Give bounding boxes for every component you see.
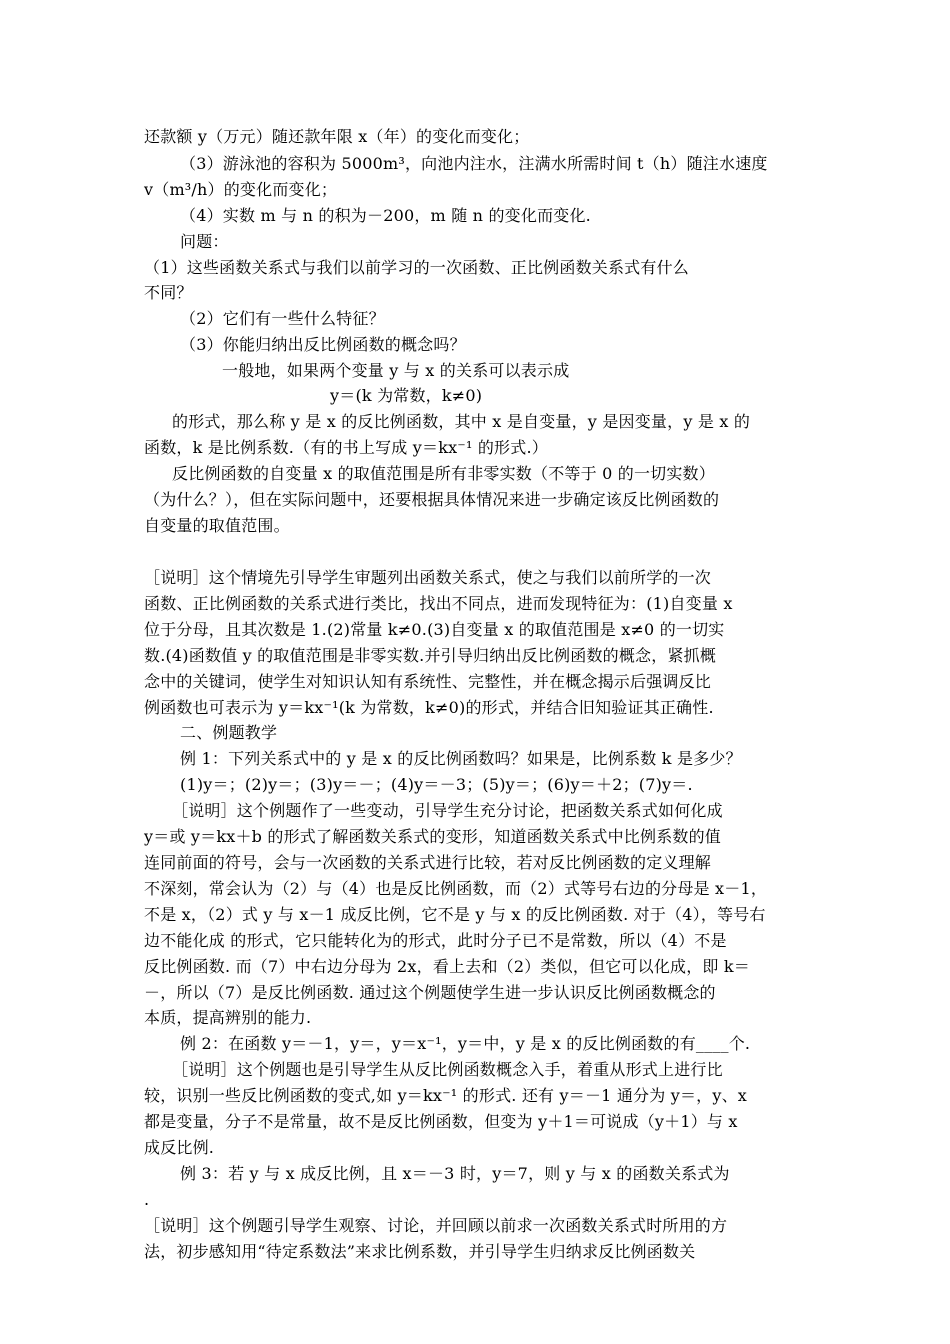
text-line: 函数，k 是比例系数.（有的书上写成 y＝kx⁻¹ 的形式.） xyxy=(144,438,548,457)
text-line: （2）它们有一些什么特征？ xyxy=(180,309,385,328)
note-line: 不是 x，（2）式 y 与 x－1 成反比例，它不是 y 与 x 的反比例函数. 对于（4），等号右 xyxy=(144,905,766,924)
section-heading: 二、例题教学 xyxy=(180,723,278,742)
note-line: ［说明］这个例题也是引导学生从反比例函数概念入手，着重从形式上进行比 xyxy=(172,1060,723,1079)
example-line: . xyxy=(144,1190,150,1209)
text-line: （为什么？），但在实际问题中，还要根据具体情况来进一步确定该反比例函数的 xyxy=(144,490,720,509)
note-line: ［说明］这个情境先引导学生审题列出函数关系式，使之与我们以前所学的一次 xyxy=(144,568,712,587)
note-line: 边不能化成 的形式，它只能转化为的形式，此时分子已不是常数，所以（4）不是 xyxy=(144,931,727,950)
text-line: 自变量的取值范围。 xyxy=(144,516,290,535)
note-line: 位于分母，且其次数是 1.(2)常量 k≠0.(3)自变量 x 的取值范围是 x≠0 的一切实 xyxy=(144,620,725,639)
note-line: 本质，提高辨别的能力. xyxy=(144,1008,312,1027)
text-line: v（m³/h）的变化而变化； xyxy=(144,180,338,199)
example-line: 例 1：下列关系式中的 y 是 x 的反比例函数吗？如果是，比例系数 k 是多少？ xyxy=(180,749,742,768)
note-line: 函数、正比例函数的关系式进行类比，找出不同点，进而发现特征为：(1)自变量 x xyxy=(144,594,733,613)
note-line: ［说明］这个例题作了一些变动，引导学生充分讨论，把函数关系式如何化成 xyxy=(172,801,723,820)
note-line: 较，识别一些反比例函数的变式,如 y＝kx⁻¹ 的形式. 还有 y＝－1 通分为 y＝，y、x xyxy=(144,1086,748,1105)
text-line: 还款额 y（万元）随还款年限 x（年）的变化而变化； xyxy=(144,127,530,146)
note-line: 成反比例. xyxy=(144,1138,215,1157)
note-line: 念中的关键词，使学生对知识认知有系统性、完整性，并在概念揭示后强调反比 xyxy=(144,672,712,691)
text-line: 不同？ xyxy=(144,283,193,302)
note-line: 例函数也可表示为 y＝kx⁻¹(k 为常数，k≠0)的形式，并结合旧知验证其正确性. xyxy=(144,698,714,717)
text-line: （4）实数 m 与 n 的积为－200，m 随 n 的变化而变化. xyxy=(180,206,591,225)
note-line: 不深刻，常会认为（2）与（4）也是反比例函数，而（2）式等号右边的分母是 x－1， xyxy=(144,879,768,898)
example-line: 例 2：在函数 y＝－1，y＝，y＝x⁻¹，y＝中，y 是 x 的反比例函数的有____个. xyxy=(180,1034,751,1053)
note-line: 反比例函数. 而（7）中右边分母为 2x，看上去和（2）类似，但它可以化成，即 k＝ xyxy=(144,957,751,976)
text-line: 一般地，如果两个变量 y 与 x 的关系可以表示成 xyxy=(222,361,570,380)
note-line: －，所以（7）是反比例函数. 通过这个例题使学生进一步认识反比例函数概念的 xyxy=(144,983,716,1002)
note-line: 连同前面的符号，会与一次函数的关系式进行比较，若对反比例函数的定义理解 xyxy=(144,853,712,872)
example-line: 例 3：若 y 与 x 成反比例，且 x＝－3 时，y＝7，则 y 与 x 的函数关系式为 xyxy=(180,1164,730,1183)
text-line: （1）这些函数关系式与我们以前学习的一次函数、正比例函数关系式有什么 xyxy=(144,258,689,277)
note-line: 都是变量，分子不是常量，故不是反比例函数，但变为 y＋1＝可说成（y＋1）与 x xyxy=(144,1112,738,1131)
formula-line: y＝(k 为常数，k≠0) xyxy=(330,386,483,405)
text-line: （3）你能归纳出反比例函数的概念吗？ xyxy=(180,335,466,354)
note-line: 数.(4)函数值 y 的取值范围是非零实数.并引导归纳出反比例函数的概念，紧抓概 xyxy=(144,646,717,665)
text-line: 反比例函数的自变量 x 的取值范围是所有非零实数（不等于 0 的一切实数） xyxy=(172,464,715,483)
note-line: ［说明］这个例题引导学生观察、讨论，并回顾以前求一次函数关系式时所用的方 xyxy=(144,1216,728,1235)
example-line: (1)y＝；(2)y＝；(3)y＝－；(4)y＝－3；(5)y＝；(6)y＝＋2；(7)y＝. xyxy=(180,775,693,794)
note-line: y＝或 y＝kx＋b 的形式了解函数关系式的变形，知道函数关系式中比例系数的值 xyxy=(144,827,722,846)
text-line: 的形式，那么称 y 是 x 的反比例函数，其中 x 是自变量，y 是因变量，y 是 x 的 xyxy=(172,412,751,431)
note-line: 法，初步感知用“待定系数法”来求比例系数，并引导学生归纳求反比例函数关 xyxy=(144,1242,696,1261)
text-line: 问题： xyxy=(180,232,229,251)
text-line: （3）游泳池的容积为 5000m³，向池内注水，注满水所需时间 t（h）随注水速度 xyxy=(180,154,768,173)
